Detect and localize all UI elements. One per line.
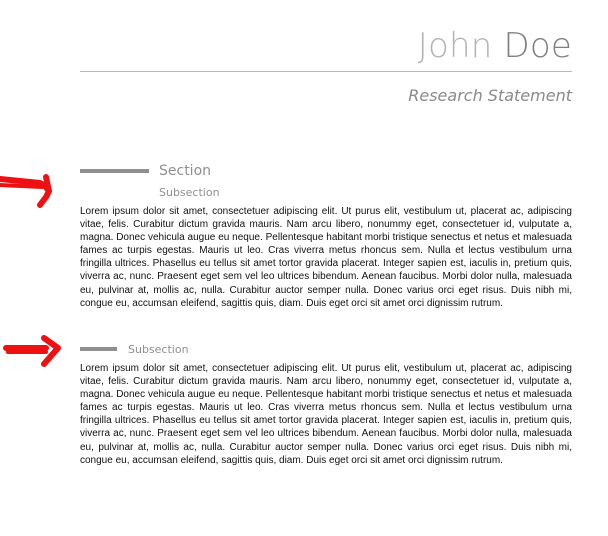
subsection-2-title: Subsection bbox=[128, 343, 189, 356]
author-name bbox=[418, 26, 572, 66]
author-last-name: Doe bbox=[503, 26, 572, 66]
document-title: Research Statement bbox=[408, 86, 572, 105]
section-title: Section bbox=[159, 163, 212, 179]
subsection-1-title: Subsection bbox=[159, 186, 220, 199]
header-rule bbox=[80, 71, 572, 72]
subsection-1-paragraph: Lorem ipsum dolor sit amet, consectetuer adipiscing elit. Ut purus elit, vestibulum ut, placerat ac, adipiscing vitae, felis. Curabitur dictum gravida mauris. Nam arcu libero, nonummy eget, consectetuer id, vulputate a, magna. Donec vehicula augue eu neque. Pellentesque habitant morbi tristique senectus et netus et malesuada fames ac turpis egestas. Mauris ut leo. Cras viverra metus rhoncus sem. Nulla et lectus vestibulum urna fringilla ultrices. Phasellus eu tellus sit amet tortor gravida placerat. Integer sapien est, iaculis in, pretium quis, viverra ac, nunc. Praesent eget sem vel leo ultrices bibendum. Aenean faucibus. Morbi dolor nulla, malesuada eu, pulvinar at, mollis ac, nulla. Curabitur auctor semper nulla. Donec varius orci eget risus. Duis nibh mi, congue eu, accumsan eleifend, sagittis quis, diam. Duis eget orci sit amet orci dignissim rutrum. bbox=[80, 206, 572, 309]
red-arrow-icon bbox=[0, 165, 70, 213]
subsection-2-paragraph: Lorem ipsum dolor sit amet, consectetuer adipiscing elit. Ut purus elit, vestibulum ut, placerat ac, adipiscing vitae, felis. Curabitur dictum gravida mauris. Nam arcu libero, nonummy eget, consectetuer id, vulputate a, magna. Donec vehicula augue eu neque. Pellentesque habitant morbi tristique senectus et netus et malesuada fames ac turpis egestas. Mauris ut leo. Cras viverra metus rhoncus sem. Nulla et lectus vestibulum urna fringilla ultrices. Phasellus eu tellus sit amet tortor gravida placerat. Integer sapien est, iaculis in, pretium quis, viverra ac, nunc. Praesent eget sem vel leo ultrices bibendum. Aenean faucibus. Morbi dolor nulla, malesuada eu, pulvinar at, mollis ac, nulla. Curabitur auctor semper nulla. Donec varius orci eget risus. Duis nibh mi, congue eu, accumsan eleifend, sagittis quis, diam. Duis eget orci sit amet orci dignissim rutrum. bbox=[80, 363, 572, 466]
red-arrow-icon bbox=[0, 330, 70, 370]
author-first-name: John bbox=[417, 26, 493, 66]
subsection-bar bbox=[80, 347, 117, 351]
section-bar bbox=[80, 169, 149, 173]
